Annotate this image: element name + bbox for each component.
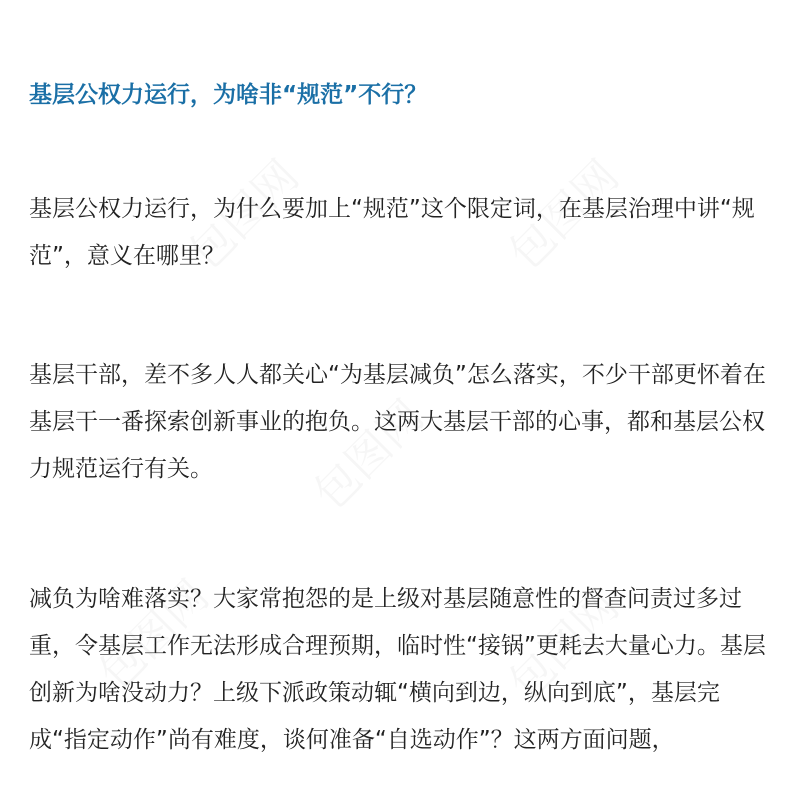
article-paragraph: 基层干部，差不多人人都关心“为基层减负”怎么落实，不少干部更怀着在基层干一番探索创新事业的抱负。这两大基层干部的心事，都和基层公权力规范运行有关。 bbox=[29, 362, 766, 482]
article-paragraph: 基层公权力运行，为什么要加上“规范”这个限定词，在基层治理中讲“规范”，意义在哪里？ bbox=[29, 196, 755, 269]
article-title: 基层公权力运行，为啥非“规范”不行？ bbox=[29, 82, 428, 108]
article-paragraph: 减负为啥难落实？大家常抱怨的是上级对基层随意性的督查问责过多过重，令基层工作无法形成合理预期，临时性“接锅”更耗去大量心力。基层创新为啥没动力？上级下派政策动辄“横向到边，纵向到底”，基层完成“指定动作”尚有难度，谈何准备“自选动作”？这两方面问题， bbox=[29, 586, 766, 753]
